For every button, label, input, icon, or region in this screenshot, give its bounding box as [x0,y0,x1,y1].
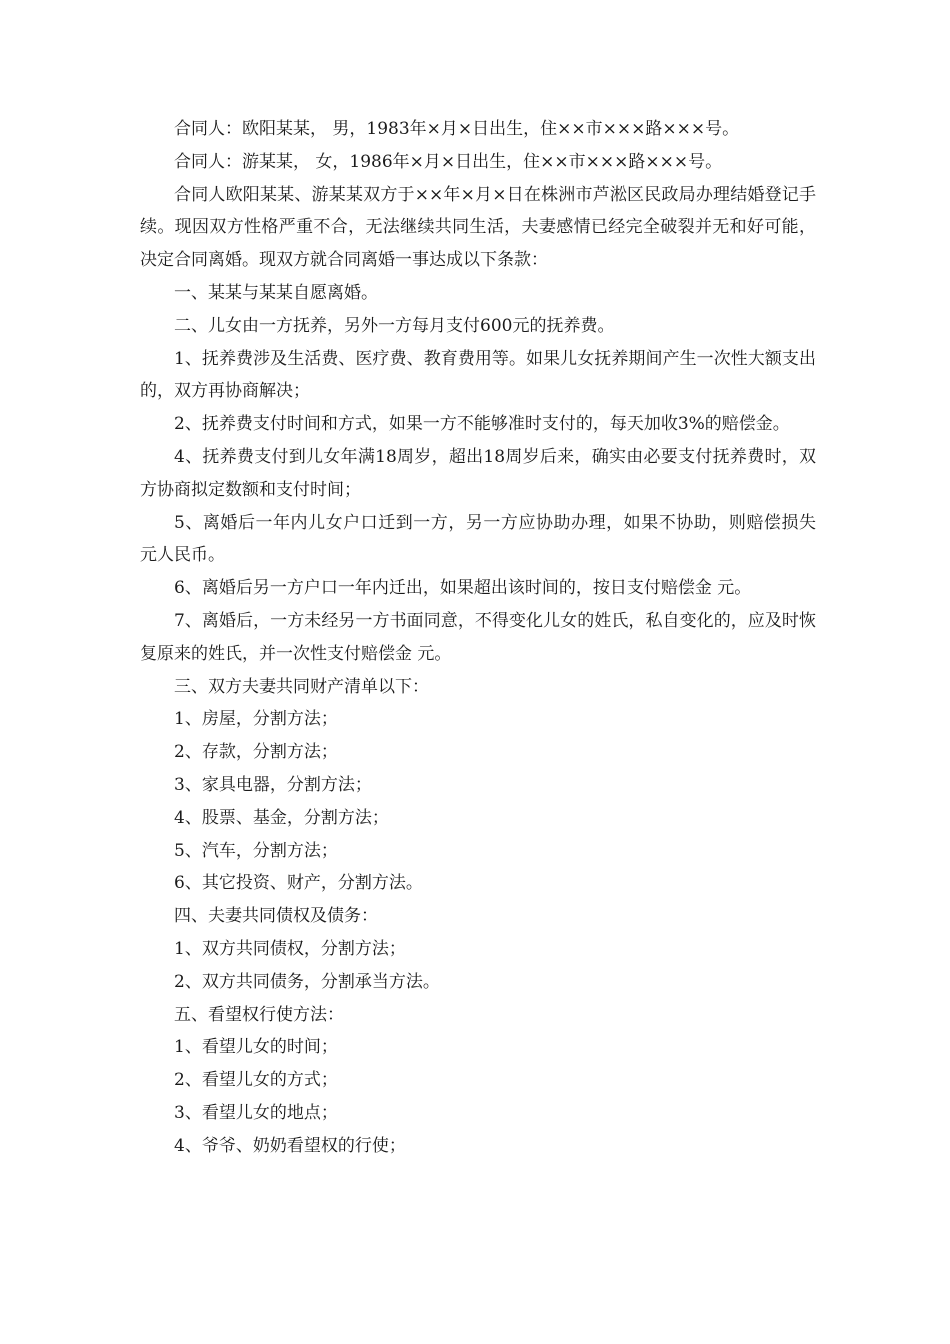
document-body [140,113,816,1163]
clause-2-item-2: 2、抚养费支付时间和方式，如果一方不能够准时支付的，每天加收3%的赔偿金。 [174,414,790,435]
clause-4-heading: 四、夫妻共同债权及债务： [174,906,378,927]
party-2-paragraph: 合同人：游某某， 女，1986年×月×日出生，住××市×××路×××号。 [174,151,723,172]
preamble-paragraph: 合同人欧阳某某、游某某双方于××年×月×日在株洲市芦淞区民政局办理结婚登记手续。现因双方性格严重不合，无法继续共同生活，夫妻感情已经完全破裂并无和好可能，决定合同离婚。现双方就合同离婚一事达成以下条款： [140,184,816,271]
clause-3-item-3: 3、家具电器，分割方法； [174,774,372,795]
clause-5-item-4: 4、爷爷、奶奶看望权的行使； [174,1135,406,1156]
clause-3-item-5: 5、汽车，分割方法； [174,840,338,861]
clause-3-item-2: 2、存款，分割方法； [174,742,338,763]
clause-5-item-1: 1、看望儿女的时间； [174,1037,338,1058]
clause-3-item-1: 1、房屋，分割方法； [174,709,338,730]
clause-5-item-2: 2、看望儿女的方式； [174,1070,338,1091]
party-1-paragraph: 合同人：欧阳某某， 男，1983年×月×日出生，住××市×××路×××号。 [174,119,740,139]
clause-4-item-1: 1、双方共同债权，分割方法； [174,938,406,959]
clause-2-item-6: 6、离婚后另一方户口一年内迁出，如果超出该时间的，按日支付赔偿金 元。 [174,578,752,599]
clause-2-item-7: 7、离婚后，一方未经另一方书面同意，不得变化儿女的姓氏，私自变化的，应及时恢复原来的姓氏，并一次性支付赔偿金 元。 [140,610,816,664]
clause-1-heading: 一、某某与某某自愿离婚。 [174,282,378,303]
clause-4-item-2: 2、双方共同债务，分割承当方法。 [174,971,440,992]
clause-3-item-4: 4、股票、基金，分割方法； [174,807,389,828]
clause-2-item-5: 5、离婚后一年内儿女户口迁到一方，另一方应协助办理，如果不协助，则赔偿损失 元人民币。 [140,512,816,566]
clause-2-item-4: 4、抚养费支付到儿女年满18周岁，超出18周岁后来，确实由必要支付抚养费时，双方协商拟定数额和支付时间； [140,446,816,500]
clause-5-heading: 五、看望权行使方法： [174,1004,344,1025]
clause-3-heading: 三、双方夫妻共同财产清单以下： [174,676,429,697]
clause-2-item-1: 1、抚养费涉及生活费、医疗费、教育费用等。如果儿女抚养期间产生一次性大额支出的，双方再协商解决； [140,348,816,402]
clause-2-heading: 二、儿女由一方抚养，另外一方每月支付600元的抚养费。 [174,315,615,336]
clause-3-item-6: 6、其它投资、财产，分割方法。 [174,873,423,894]
clause-5-item-3: 3、看望儿女的地点； [174,1102,338,1123]
